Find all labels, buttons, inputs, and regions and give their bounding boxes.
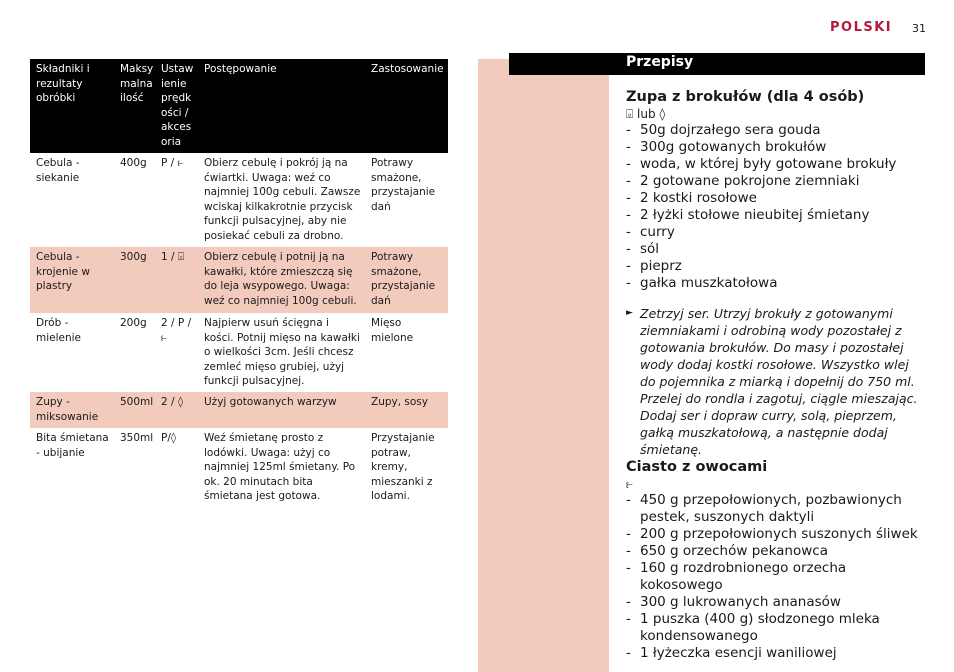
list-item: - sól	[626, 241, 926, 258]
cell-use: Mięso mielone	[371, 317, 414, 344]
cell-amount: 200g	[120, 317, 147, 329]
cell-use: Przystajanie potraw, kremy, mieszanki z lodami.	[371, 432, 435, 502]
cell-procedure: Najpierw usuń ścięgna i kości. Potnij mięso na kawałki o wielkości 3cm. Jeśli chcesz zemleć mięso grubiej, użyj funkcji pulsacyjnej.	[204, 317, 360, 387]
processing-table	[30, 59, 448, 508]
cell-procedure: Weź śmietanę prosto z lodówki. Uwaga: użyj co najmniej 125ml śmietany. Po ok. 20 minutach bita śmietana jest gotowa.	[204, 432, 356, 502]
list-item: - 50g dojrzałego sera gouda	[626, 122, 926, 139]
table-row	[30, 247, 448, 313]
list-item: - 450 g przepołowionych, pozbawionych pestek, suszonych daktyli	[626, 492, 924, 526]
list-item: - woda, w której były gotowane brokuły	[626, 156, 926, 173]
cell-ingredient: Zupy - miksowanie	[36, 396, 99, 423]
cell-use: Zupy, sosy	[371, 396, 428, 408]
cell-amount: 350ml	[120, 432, 154, 444]
list-item: - 300 g lukrowanych ananasów	[626, 594, 924, 611]
cell-ingredient: Bita śmietana - ubijanie	[36, 432, 109, 459]
cell-ingredient: Cebula - krojenie w plastry	[36, 251, 90, 292]
recipe-tools: ⥼	[626, 477, 633, 491]
list-item: - gałka muszkatołowa	[626, 275, 926, 292]
cell-amount: 300g	[120, 251, 147, 263]
list-item: - 1 łyżeczka esencji waniliowej	[626, 645, 924, 662]
ingredient-list	[626, 492, 924, 662]
cell-amount: 400g	[120, 157, 147, 169]
cell-ingredient: Drób - mielenie	[36, 317, 82, 344]
recipe-broccoli-soup	[626, 88, 926, 292]
decorative-pink-column	[478, 59, 609, 672]
recipe-title: Zupa z brokułów (dla 4 osób)	[626, 89, 865, 105]
list-item: - 160 g rozdrobnionego orzecha kokosowego	[626, 560, 924, 594]
recipe-instructions	[626, 305, 922, 458]
header-max-amount: Maksy malna ilość	[120, 63, 154, 104]
header-speed: Ustaw ienie prędk ości / akces oria	[161, 63, 194, 148]
cell-procedure: Użyj gotowanych warzyw	[204, 396, 337, 408]
list-item: - 2 łyżki stołowe nieubitej śmietany	[626, 207, 926, 224]
list-item: - curry	[626, 224, 926, 241]
table-row	[30, 428, 448, 508]
header-use: Zastosowanie	[371, 63, 444, 75]
list-item: - pieprz	[626, 258, 926, 275]
cell-procedure: Obierz cebulę i pokrój ją na ćwiartki. Uwaga: weź co najmniej 100g cebuli. Zawsze wciskaj kilkakrotnie przycisk funkcji pulsacyjnej, aby nie posiekać cebuli za drobno.	[204, 157, 361, 242]
cell-use: Potrawy smażone, przystajanie dań	[371, 251, 436, 307]
triangle-bullet-icon: ►	[626, 308, 633, 318]
table-row	[30, 313, 448, 392]
cell-speed: 2 / ◊	[161, 396, 184, 408]
page-number: 31	[912, 22, 926, 35]
cell-amount: 500ml	[120, 396, 154, 408]
list-item: - 2 kostki rosołowe	[626, 190, 926, 207]
list-item: - 1 puszka (400 g) słodzonego mleka kondensowanego	[626, 611, 924, 645]
table-row	[30, 153, 448, 247]
cell-speed: 2 / P / ⥼	[161, 317, 192, 344]
cell-speed: P / ⥼	[161, 157, 184, 169]
table-header-row	[30, 59, 448, 153]
header-ingredients: Składniki i rezultaty obróbki	[36, 63, 90, 104]
cell-procedure: Obierz cebulę i potnij ją na kawałki, które zmieszczą się do leja wsypowego. Uwaga: weź co najmniej 100g cebuli.	[204, 251, 357, 307]
list-item: - 300g gotowanych brokułów	[626, 139, 926, 156]
cell-ingredient: Cebula - siekanie	[36, 157, 80, 184]
recipe-fruit-cake	[626, 458, 924, 662]
instructions-text: Zetrzyj ser. Utrzyj brokuły z gotowanymi ziemniakami i odrobiną wody pozostałej z gotowania brokułów. Do masy i pozostałej wody dodaj kostki rosołowe. Wszystko wlej do pojemnika z miarką i dopełnij do 750 ml. Przelej do rondla i zagotuj, ciągle mieszając. Dodaj ser i dopraw curry, solą, pieprzem, gałką muszkatołową, a następnie dodaj śmietanę.	[640, 306, 918, 457]
table-row	[30, 392, 448, 428]
list-item: - 650 g orzechów pekanowca	[626, 543, 924, 560]
section-title: Przepisy	[626, 54, 694, 70]
list-item: - 2 gotowane pokrojone ziemniaki	[626, 173, 926, 190]
section-title-bar	[509, 53, 925, 75]
cell-use: Potrawy smażone, przystajanie dań	[371, 157, 436, 213]
list-item: - 200 g przepołowionych suszonych śliwek	[626, 526, 924, 543]
recipe-tools: ⌻ lub ◊	[626, 107, 666, 121]
cell-speed: 1 / ⌻	[161, 251, 185, 263]
cell-speed: P/◊	[161, 432, 177, 444]
language-label: POLSKI	[830, 20, 893, 35]
recipe-title: Ciasto z owocami	[626, 459, 768, 475]
header-procedure: Postępowanie	[204, 63, 277, 75]
ingredient-list	[626, 122, 926, 292]
